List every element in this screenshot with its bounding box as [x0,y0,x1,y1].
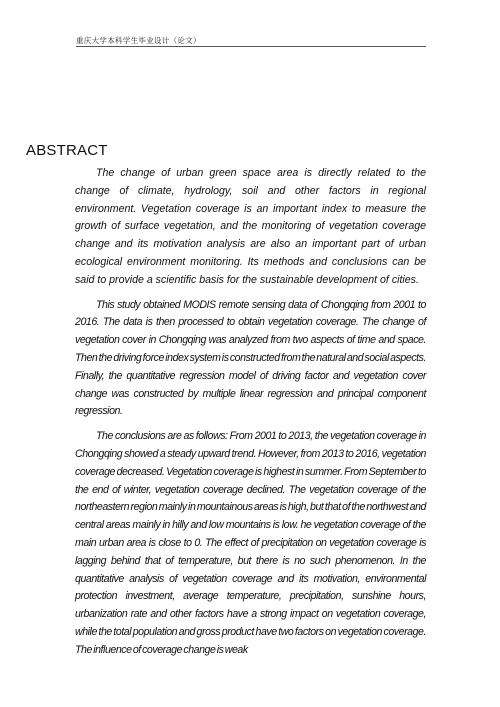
abstract-body [75,165,426,667]
abstract-paragraph-1: The change of urban green space area is directly related to the change of climate, hydrology, soil and other factors in regional environment. Vegetation coverage is an important index to measure the growth of surface vegetation, and the monitoring of vegetation coverage change and its motivation analysis are also an important part of urban ecological environment monitoring. Its methods and conclusions can be said to provide a scientific basis for the sustainable development of cities. [75,167,426,286]
abstract-paragraph-3: The conclusions are as follows: From 2001 to 2013, the vegetation coverage in Chongqing showed a steady upward trend. However, from 2013 to 2016, vegetation coverage decreased. Vegetation coverage is highest in summer. From September to the end of winter, vegetation coverage declined. The vegetation coverage of the northeastern region mainly in mountainous areas is high, but that of the northwest and central areas mainly in hilly and low mountains is low. he vegetation coverage of the main urban area is close to 0. The effect of precipitation on vegetation coverage is lagging behind that of temperature, but there is no such phenomenon. In the quantitative analysis of vegetation coverage and its motivation, environmental protection investment, average temperature, precipitation, sunshine hours, urbanization rate and other factors have a strong impact on vegetation coverage, while the total population and gross product have two factors on vegetation coverage. The influence of coverage change is weak [75,430,426,656]
abstract-title: ABSTRACT [26,142,108,159]
running-header: 重庆大学本科学生毕业设计（论文） [76,36,201,45]
abstract-paragraph-2: This study obtained MODIS remote sensing data of Chongqing from 2001 to 2016. The data is then processed to obtain vegetation coverage. The change of vegetation cover in Chongqing was analyzed from two aspects of time and space. Then the driving force index system is constructed from the natural and social aspects. Finally, the quantitative regression model of driving factor and vegetation cover change was constructed by multiple linear regression and principal component regression. [75,298,426,418]
header-rule [76,46,426,47]
